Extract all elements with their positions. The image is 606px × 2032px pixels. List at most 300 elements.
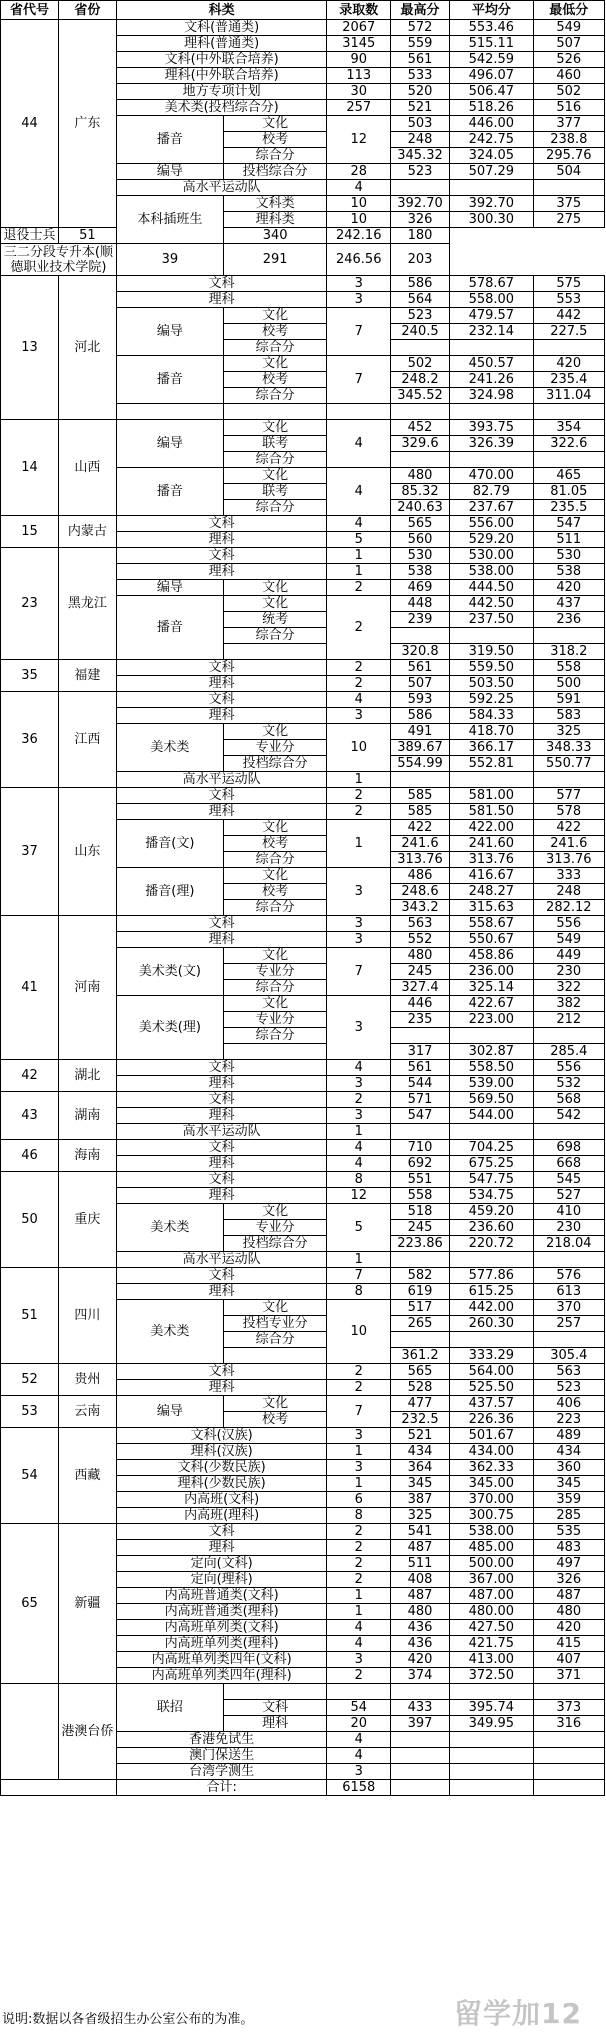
table-cell: 436	[391, 1636, 450, 1652]
table-cell: 文化	[223, 724, 327, 740]
table-cell: 10	[327, 1300, 391, 1364]
table-cell	[391, 1332, 450, 1348]
table-cell: 51	[58, 228, 116, 244]
table-row	[1, 1428, 605, 1444]
table-cell: 文科	[223, 1700, 327, 1716]
table-cell: 8	[327, 1172, 391, 1188]
table-cell: 综合分	[223, 1028, 327, 1044]
table-cell: 541	[391, 1524, 450, 1540]
table-cell: 河北	[58, 276, 116, 420]
table-cell: 7	[327, 1396, 391, 1428]
table-cell: 313.76	[450, 852, 534, 868]
table-cell	[533, 452, 604, 468]
header-min-score: 最低分	[533, 1, 604, 20]
table-cell: 西藏	[58, 1428, 116, 1524]
table-cell: 文科(汉族)	[116, 1428, 327, 1444]
table-cell: 483	[533, 1540, 604, 1556]
table-cell: 675.25	[450, 1156, 534, 1172]
table-cell: 245	[391, 1220, 450, 1236]
table-cell: 434	[391, 1444, 450, 1460]
table-cell: 316	[533, 1716, 604, 1732]
table-cell: 美术类	[116, 724, 223, 772]
table-cell	[391, 1252, 450, 1268]
table-cell: 福建	[58, 660, 116, 692]
table-cell: 2	[327, 580, 391, 596]
table-cell: 452	[391, 420, 450, 436]
table-cell: 354	[533, 420, 604, 436]
table-cell: 460	[533, 68, 604, 84]
table-row	[1, 1172, 605, 1188]
table-cell: 370	[533, 1300, 604, 1316]
table-cell: 319.50	[450, 644, 534, 660]
table-cell: 28	[327, 164, 391, 180]
table-cell: 投档专业分	[223, 1316, 327, 1332]
table-cell: 449	[533, 948, 604, 964]
table-cell: 704.25	[450, 1140, 534, 1156]
table-cell: 523	[533, 1380, 604, 1396]
table-cell: 10	[327, 724, 391, 772]
table-cell: 529.20	[450, 532, 534, 548]
table-cell: 437.57	[450, 1396, 534, 1412]
table-cell: 382	[533, 996, 604, 1012]
table-cell: 236.60	[450, 1220, 534, 1236]
table-row	[1, 548, 605, 564]
table-cell: 校考	[223, 1412, 327, 1428]
table-cell: 文化	[223, 820, 327, 836]
table-cell: 1	[327, 1604, 391, 1620]
table-cell: 2	[327, 804, 391, 820]
table-cell	[391, 180, 450, 196]
table-cell: 480	[391, 468, 450, 484]
table-cell: 236	[533, 612, 604, 628]
table-cell: 518	[391, 1204, 450, 1220]
table-cell: 521	[391, 100, 450, 116]
table-cell: 理科	[223, 1716, 327, 1732]
table-cell: 文科(少数民族)	[116, 1460, 327, 1476]
table-cell: 563	[533, 1364, 604, 1380]
table-cell: 362.33	[450, 1460, 534, 1476]
table-cell: 7	[327, 308, 391, 356]
header-category: 科类	[116, 1, 327, 20]
table-cell: 415	[533, 1636, 604, 1652]
table-cell: 503	[391, 116, 450, 132]
table-cell: 82.79	[450, 484, 534, 500]
table-cell: 4	[327, 468, 391, 516]
table-cell: 文科(普通类)	[116, 20, 327, 36]
table-cell: 综合分	[223, 628, 327, 644]
table-cell: 558.00	[450, 292, 534, 308]
table-row	[1, 1092, 605, 1108]
table-cell: 文科类	[223, 196, 327, 212]
table-cell: 564	[391, 292, 450, 308]
table-row	[1, 276, 605, 292]
table-cell: 458.86	[450, 948, 534, 964]
table-cell: 文科(中外联合培养)	[116, 52, 327, 68]
table-cell: 511	[391, 1556, 450, 1572]
table-cell: 理科	[116, 708, 327, 724]
table-cell: 2	[327, 1364, 391, 1380]
table-cell: 549	[533, 20, 604, 36]
table-cell: 437	[533, 596, 604, 612]
table-cell: 理科	[116, 804, 327, 820]
table-cell	[450, 1732, 534, 1748]
table-cell	[450, 1332, 534, 1348]
table-cell: 文化	[223, 1300, 327, 1316]
table-cell: 500.00	[450, 1556, 534, 1572]
table-cell	[533, 1028, 604, 1044]
table-cell	[533, 340, 604, 356]
table-cell	[223, 1044, 327, 1060]
table-cell: 综合分	[223, 852, 327, 868]
table-cell: 615.25	[450, 1284, 534, 1300]
table-cell: 692	[391, 1156, 450, 1172]
table-cell: 文化	[223, 1204, 327, 1220]
header-admitted-count: 录取数	[327, 1, 391, 20]
table-cell: 54	[1, 1428, 59, 1524]
table-cell: 326	[391, 212, 450, 228]
table-cell: 558.50	[450, 1060, 534, 1076]
table-cell: 3	[327, 868, 391, 916]
table-cell: 239	[391, 612, 450, 628]
table-cell: 2	[327, 1668, 391, 1684]
table-cell: 235	[391, 1012, 450, 1028]
table-cell: 江西	[58, 692, 116, 788]
table-cell: 533	[391, 68, 450, 84]
table-cell: 260.30	[450, 1316, 534, 1332]
table-cell: 477	[391, 1396, 450, 1412]
table-cell: 538	[533, 564, 604, 580]
table-cell: 理科	[116, 564, 327, 580]
table-cell: 377	[533, 116, 604, 132]
table-cell: 340	[223, 228, 327, 244]
table-cell	[327, 1684, 391, 1700]
table-cell: 编导	[116, 164, 223, 180]
table-cell: 366.17	[450, 740, 534, 756]
table-cell: 合计:	[116, 1780, 327, 1796]
table-cell	[533, 628, 604, 644]
table-cell: 305.4	[533, 1348, 604, 1364]
table-cell: 理科(中外联合培养)	[116, 68, 327, 84]
table-cell: 459.20	[450, 1204, 534, 1220]
table-cell: 285.4	[533, 1044, 604, 1060]
table-cell: 文科	[116, 548, 327, 564]
table-cell: 410	[533, 1204, 604, 1220]
table-cell: 10	[327, 212, 391, 228]
table-cell: 241.60	[450, 836, 534, 852]
table-cell: 澳门保送生	[116, 1748, 327, 1764]
table-cell: 245	[391, 964, 450, 980]
table-cell: 329.6	[391, 436, 450, 452]
table-cell	[1, 1684, 59, 1780]
table-cell: 4	[327, 1748, 391, 1764]
table-cell: 专业分	[223, 740, 327, 756]
table-cell: 编导	[116, 1396, 223, 1428]
table-cell: 美术类(投档综合分)	[116, 100, 327, 116]
table-cell: 1	[327, 548, 391, 564]
table-cell: 52	[1, 1364, 59, 1396]
table-cell: 三二分段专升本(顺德职业技术学院)	[1, 244, 117, 276]
table-cell: 322	[533, 980, 604, 996]
table-cell: 文化	[223, 948, 327, 964]
table-cell: 698	[533, 1140, 604, 1156]
table-cell: 547.75	[450, 1172, 534, 1188]
table-cell: 8	[327, 1284, 391, 1300]
table-cell: 20	[327, 1716, 391, 1732]
table-cell: 3	[327, 708, 391, 724]
table-cell: 416.67	[450, 868, 534, 884]
table-cell: 553	[533, 292, 604, 308]
table-cell: 487.00	[450, 1588, 534, 1604]
table-cell: 565	[391, 516, 450, 532]
table-cell: 427.50	[450, 1620, 534, 1636]
table-cell: 37	[1, 788, 59, 916]
table-cell: 393.75	[450, 420, 534, 436]
table-cell: 480	[533, 1604, 604, 1620]
table-cell: 美术类(理)	[116, 996, 223, 1060]
table-cell: 4	[327, 1060, 391, 1076]
table-cell: 444.50	[450, 580, 534, 596]
table-cell: 文科	[116, 1268, 327, 1284]
table-cell: 530	[533, 548, 604, 564]
table-cell	[223, 644, 327, 660]
table-cell	[450, 628, 534, 644]
table-cell: 480	[391, 948, 450, 964]
table-cell: 542	[533, 1108, 604, 1124]
table-cell: 203	[391, 244, 450, 276]
table-cell: 2	[327, 1380, 391, 1396]
table-cell: 518.26	[450, 100, 534, 116]
table-cell: 530	[391, 548, 450, 564]
table-cell: 3	[327, 996, 391, 1060]
table-cell: 4	[327, 1732, 391, 1748]
table-cell: 564.00	[450, 1364, 534, 1380]
table-cell: 248.6	[391, 884, 450, 900]
table-cell: 7	[327, 356, 391, 404]
header-max-score: 最高分	[391, 1, 450, 20]
table-cell	[391, 452, 450, 468]
table-cell: 广东	[58, 20, 116, 228]
table-cell: 2	[327, 1556, 391, 1572]
table-cell: 360	[533, 1460, 604, 1476]
table-cell: 35	[1, 660, 59, 692]
table-cell	[223, 404, 327, 420]
table-cell: 4	[327, 1636, 391, 1652]
table-cell: 550.77	[533, 756, 604, 772]
table-cell: 479.57	[450, 308, 534, 324]
table-cell: 香港免试生	[116, 1732, 327, 1748]
table-row	[1, 1684, 605, 1700]
table-cell	[450, 772, 534, 788]
table-cell: 326.39	[450, 436, 534, 452]
table-cell: 12	[327, 116, 391, 164]
table-cell: 327.4	[391, 980, 450, 996]
table-cell: 556	[533, 916, 604, 932]
table-cell	[450, 1124, 534, 1140]
table-cell: 6	[327, 1492, 391, 1508]
table-cell: 文科	[116, 1140, 327, 1156]
table-cell: 1	[327, 820, 391, 868]
table-cell: 285	[533, 1508, 604, 1524]
table-cell: 文化	[223, 996, 327, 1012]
table-cell	[391, 404, 450, 420]
table-cell: 592.25	[450, 692, 534, 708]
table-cell: 470.00	[450, 468, 534, 484]
table-cell: 545	[533, 1172, 604, 1188]
table-cell: 710	[391, 1140, 450, 1156]
table-cell: 315.63	[450, 900, 534, 916]
table-cell: 442.50	[450, 596, 534, 612]
table-cell: 422	[533, 820, 604, 836]
table-row	[1, 1268, 605, 1284]
table-cell: 理科类	[223, 212, 327, 228]
table-row	[1, 1364, 605, 1380]
table-cell: 487	[391, 1540, 450, 1556]
table-cell	[391, 628, 450, 644]
table-cell: 422.00	[450, 820, 534, 836]
table-cell: 3	[327, 1460, 391, 1476]
table-cell: 23	[1, 548, 59, 660]
table-cell: 海南	[58, 1140, 116, 1172]
table-cell: 333.29	[450, 1348, 534, 1364]
table-cell: 编导	[116, 308, 223, 356]
table-cell: 高水平运动队	[116, 1124, 327, 1140]
table-cell: 591	[533, 692, 604, 708]
table-cell: 367.00	[450, 1572, 534, 1588]
table-cell: 325	[391, 1508, 450, 1524]
table-cell: 420	[391, 1652, 450, 1668]
table-cell: 212	[533, 1012, 604, 1028]
table-cell: 558.67	[450, 916, 534, 932]
table-cell: 12	[327, 1188, 391, 1204]
table-cell: 559	[391, 36, 450, 52]
table-row	[1, 916, 605, 932]
table-cell: 文化	[223, 308, 327, 324]
table-cell: 重庆	[58, 1172, 116, 1268]
table-cell: 246.56	[327, 244, 391, 276]
table-cell: 563	[391, 916, 450, 932]
table-body	[1, 20, 605, 1796]
table-cell: 275	[533, 212, 604, 228]
table-cell: 1	[327, 1588, 391, 1604]
table-cell: 572	[391, 20, 450, 36]
table-cell: 232.5	[391, 1412, 450, 1428]
table-cell: 2	[327, 1572, 391, 1588]
table-cell: 326	[533, 1572, 604, 1588]
table-cell: 内高班单列类四年(理科)	[116, 1668, 327, 1684]
table-cell	[450, 1780, 534, 1796]
table-cell: 4	[327, 1156, 391, 1172]
table-cell: 345.00	[450, 1476, 534, 1492]
table-cell: 345.52	[391, 388, 450, 404]
table-cell: 530.00	[450, 548, 534, 564]
table-cell: 257	[327, 100, 391, 116]
table-cell: 3	[327, 1652, 391, 1668]
table-cell: 文化	[223, 868, 327, 884]
table-cell: 446	[391, 996, 450, 1012]
table-cell	[116, 404, 223, 420]
table-cell: 文科	[116, 1092, 327, 1108]
table-cell: 1	[327, 1476, 391, 1492]
table-cell: 30	[327, 84, 391, 100]
table-cell	[533, 180, 604, 196]
table-cell: 校考	[223, 132, 327, 148]
table-cell	[223, 1348, 327, 1364]
table-cell: 397	[391, 1716, 450, 1732]
table-cell: 575	[533, 276, 604, 292]
table-cell: 4	[327, 692, 391, 708]
table-cell: 395.74	[450, 1700, 534, 1716]
table-cell: 黑龙江	[58, 548, 116, 660]
table-cell: 227.5	[533, 324, 604, 340]
table-cell: 山东	[58, 788, 116, 916]
table-cell: 387	[391, 1492, 450, 1508]
table-cell: 248.2	[391, 372, 450, 388]
table-cell: 内高班(理科)	[116, 1508, 327, 1524]
table-cell: 232.14	[450, 324, 534, 340]
table-cell: 433	[391, 1700, 450, 1716]
table-cell: 65	[1, 1524, 59, 1684]
table-cell: 4	[327, 180, 391, 196]
table-cell: 3	[327, 1076, 391, 1092]
table-cell: 理科	[116, 1380, 327, 1396]
table-cell: 专业分	[223, 964, 327, 980]
table-cell: 理科	[116, 1540, 327, 1556]
table-cell: 43	[1, 1092, 59, 1140]
table-cell: 美术类	[116, 1300, 223, 1364]
table-cell	[450, 1748, 534, 1764]
table-cell: 558	[533, 660, 604, 676]
table-cell: 53	[1, 1396, 59, 1428]
table-row	[1, 692, 605, 708]
table-cell: 综合分	[223, 452, 327, 468]
table-cell: 50	[1, 1172, 59, 1268]
table-cell: 507	[533, 36, 604, 52]
table-cell: 文科	[116, 1172, 327, 1188]
table-cell: 新疆	[58, 1524, 116, 1684]
table-cell: 文化	[223, 1396, 327, 1412]
table-cell: 5	[327, 532, 391, 548]
table-cell: 582	[391, 1268, 450, 1284]
table-cell: 584.33	[450, 708, 534, 724]
table-cell: 506.47	[450, 84, 534, 100]
table-cell: 理科	[116, 1108, 327, 1124]
table-cell: 理科	[116, 532, 327, 548]
table-cell: 361.2	[391, 1348, 450, 1364]
table-cell	[450, 1764, 534, 1780]
table-cell: 593	[391, 692, 450, 708]
table-cell: 4	[327, 1620, 391, 1636]
table-cell: 434.00	[450, 1444, 534, 1460]
table-cell: 520	[391, 84, 450, 100]
table-cell: 370.00	[450, 1492, 534, 1508]
table-cell: 高水平运动队	[116, 1252, 327, 1268]
table-row	[1, 1140, 605, 1156]
table-cell	[391, 1764, 450, 1780]
table-cell: 511	[533, 532, 604, 548]
table-cell: 1	[327, 1124, 391, 1140]
table-cell: 投档综合分	[223, 164, 327, 180]
table-cell: 364	[391, 1460, 450, 1476]
table-cell: 525.50	[450, 1380, 534, 1396]
table-cell	[450, 340, 534, 356]
table-cell: 527	[533, 1188, 604, 1204]
table-cell: 561	[391, 52, 450, 68]
table-cell: 516	[533, 100, 604, 116]
table-cell	[391, 1732, 450, 1748]
table-cell: 559.50	[450, 660, 534, 676]
table-cell: 585	[391, 804, 450, 820]
table-cell: 586	[391, 708, 450, 724]
